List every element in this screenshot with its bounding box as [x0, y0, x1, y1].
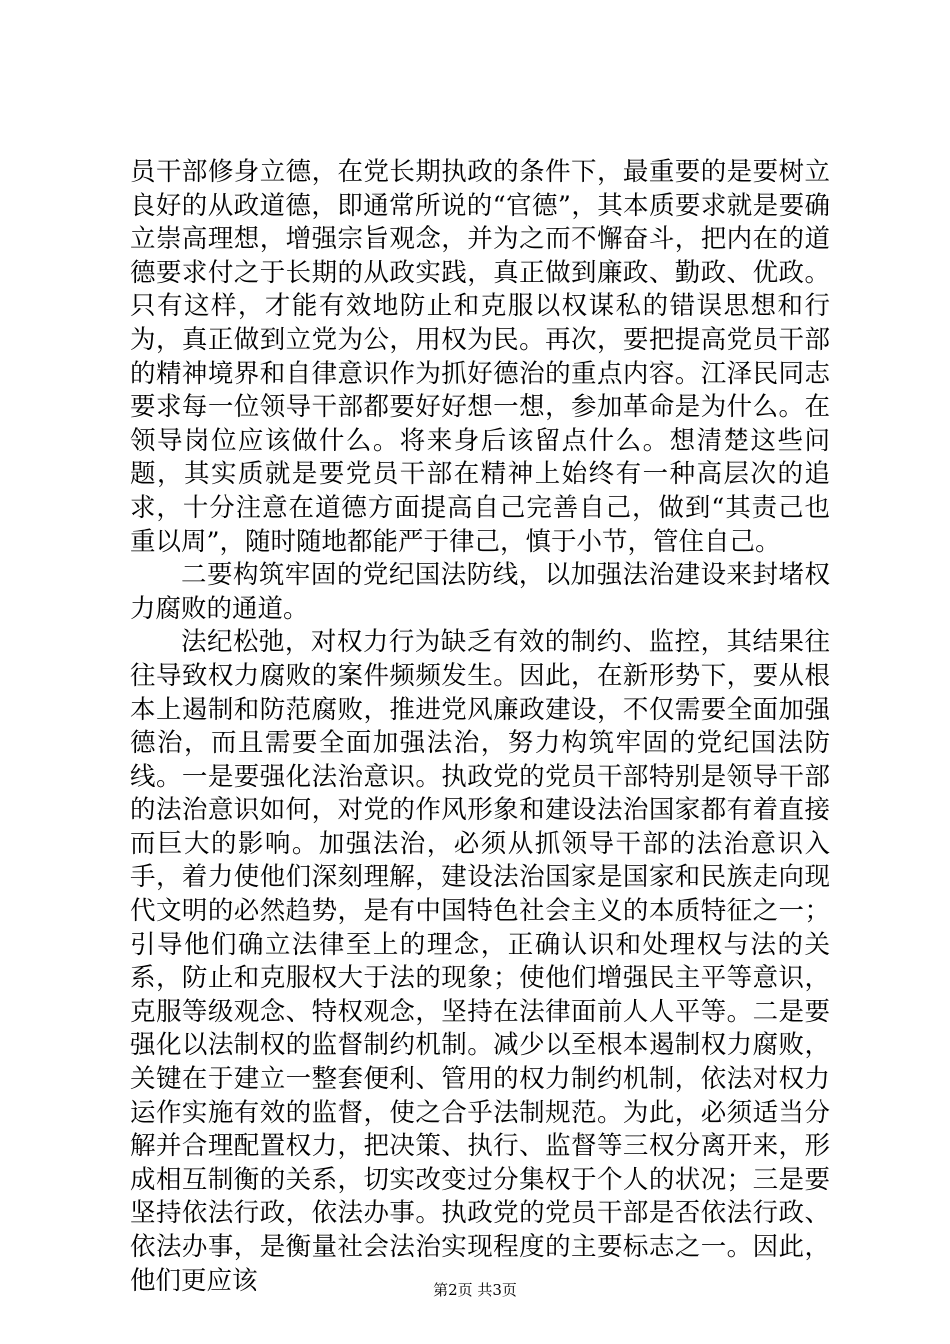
- body-paragraph: 法纪松弛，对权力行为缺乏有效的制约、监控，其结果往往导致权力腐败的案件频频发生。因此，在新形势下，要从根本上遏制和防范腐败，推进党风廉政建设，不仅需要全面加强德治，而且需要全面加强法治，努力构筑牢固的党纪国法防线。一是要强化法治意识。执政党的党员干部特别是领导干部的法治意识如何，对党的作风形象和建设法治国家都有着直接而巨大的影响。加强法治，必须从抓领导干部的法治意识入手，着力使他们深刻理解，建设法治国家是国家和民族走向现代文明的必然趋势，是有中国特色社会主义的本质特征之一；引导他们确立法律至上的理念，正确认识和处理权与法的关系，防止和克服权大于法的现象；使他们增强民主平等意识，克服等级观念、特权观念，坚持在法律面前人人平等。二是要强化以法制权的监督制约机制。减少以至根本遏制权力腐败，关键在于建立一整套便利、管用的权力制约机制，依法对权力运作实施有效的监督，使之合乎法制规范。为此，必须适当分解并合理配置权力，把决策、执行、监督等三权分离开来，形成相互制衡的关系，切实改变过分集权于个人的状况；三是要坚持依法行政，依法办事。执政党的党员干部是否依法行政、依法办事，是衡量社会法治实现程度的主要标志之一。因此，他们更应该: [130, 627, 830, 1296]
- page-number-footer: 第2页 共3页: [433, 1281, 517, 1299]
- body-paragraph-continued: 员干部修身立德，在党长期执政的条件下，最重要的是要树立良好的从政道德，即通常所说的“官德”，其本质要求就是要确立崇高理想，增强宗旨观念，并为之而不懈奋斗，把内在的道德要求付之于长期的从政实践，真正做到廉政、勤政、优政。只有这样，才能有效地防止和克服以权谋私的错误思想和行为，真正做到立党为公，用权为民。再次，要把提高党员干部的精神境界和自律意识作为抓好德治的重点内容。江泽民同志要求每一位领导干部都要好好想一想，参加革命是为什么。在领导岗位应该做什么。将来身后该留点什么。想清楚这些问题，其实质就是要党员干部在精神上始终有一种高层次的追求，十分注意在道德方面提高自己完善自己，做到“其责己也重以周”，随时随地都能严于律己，慎于小节，管住自己。: [130, 157, 830, 557]
- section-heading-paragraph: 二要构筑牢固的党纪国法防线，以加强法治建设来封堵权力腐败的通道。: [130, 560, 830, 624]
- document-body: [130, 156, 830, 1298]
